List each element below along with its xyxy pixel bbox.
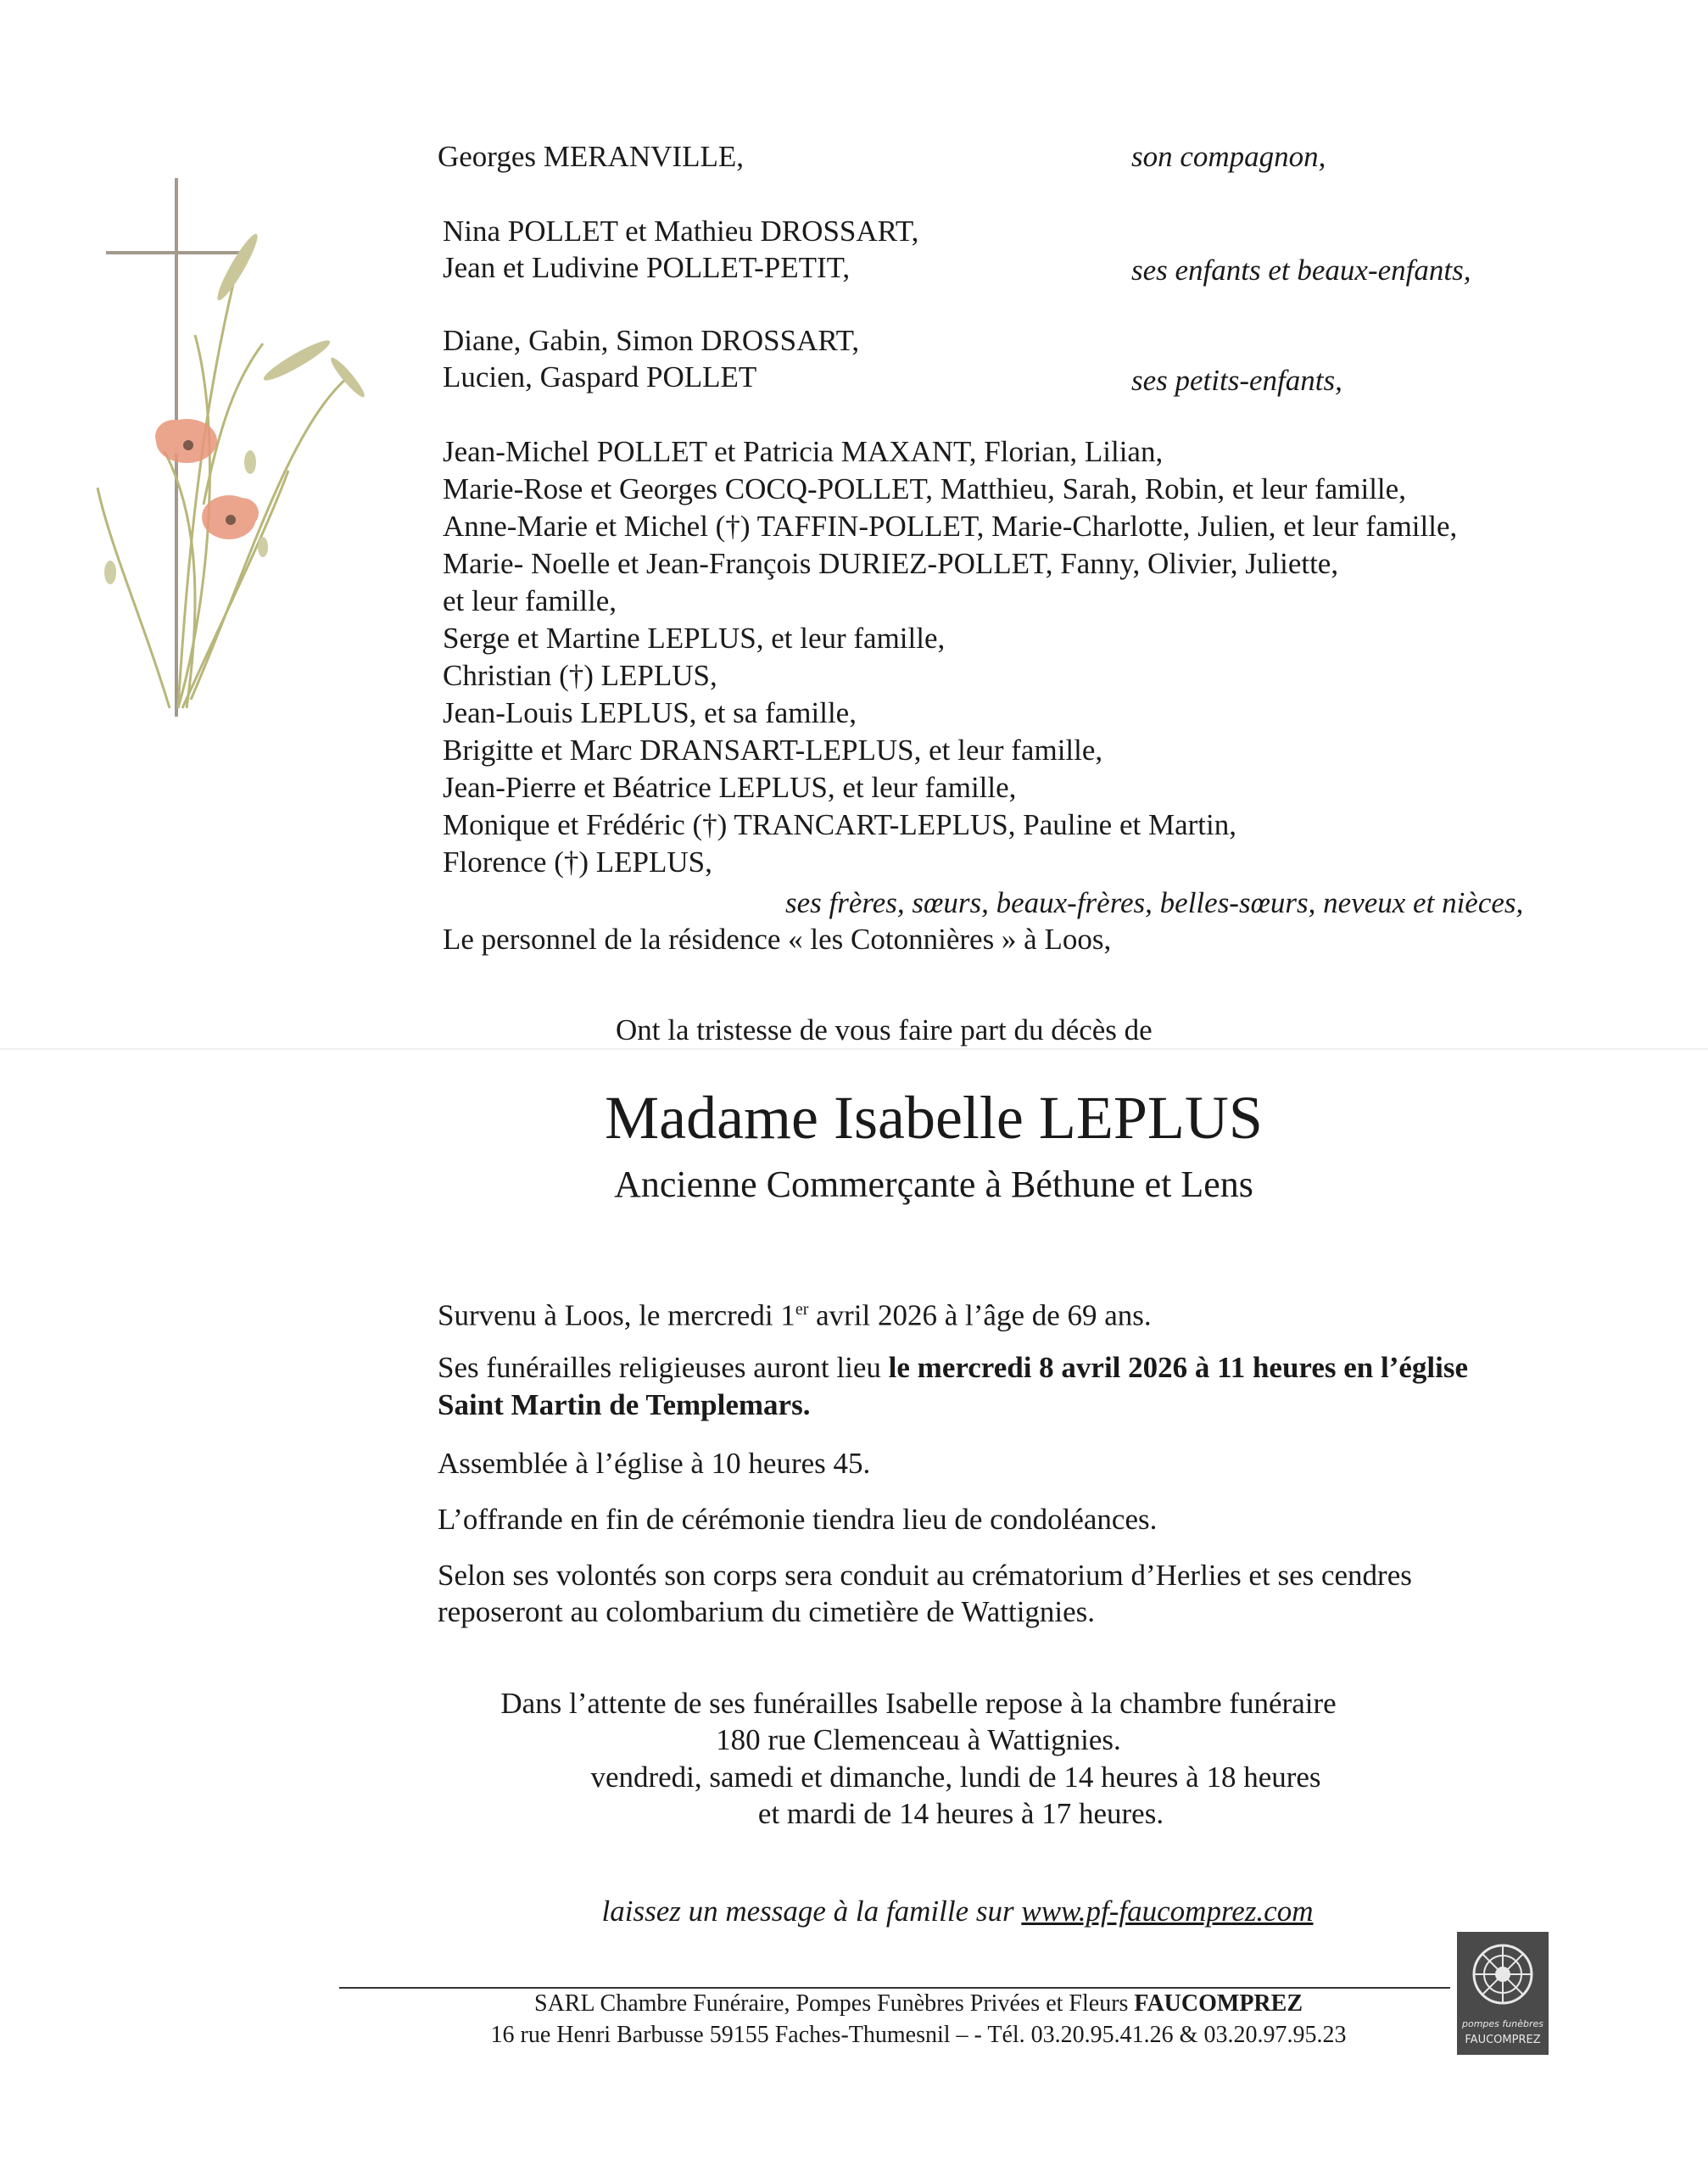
deceased-occupation: Ancienne Commerçante à Béthune et Lens xyxy=(614,1164,1253,1205)
grandchild-name: Lucien, Gaspard POLLET xyxy=(443,360,757,393)
sibling-line: Marie-Rose et Georges COCQ-POLLET, Matthieu, Sarah, Robin, et leur famille, xyxy=(443,472,1406,505)
message-line xyxy=(103,1894,1708,1929)
message-prefix: laissez un message à la famille sur xyxy=(601,1895,1022,1928)
sibling-line: Monique et Frédéric (†) TRANCART-LEPLUS, Pauline et Martin, xyxy=(443,808,1236,841)
wishes-line: Selon ses volontés son corps sera conduit au crématorium d’Herlies et ses cendres xyxy=(438,1559,1412,1592)
poppy-flower-icon xyxy=(155,419,217,463)
death-date-prefix: Survenu à Loos, le mercredi 1 xyxy=(438,1298,795,1332)
footer-company-name: FAUCOMPREZ xyxy=(1134,1990,1303,2017)
offering-line: L’offrande en fin de cérémonie tiendra lieu de condoléances. xyxy=(438,1503,1158,1536)
child-name: Nina POLLET et Mathieu DROSSART, xyxy=(443,215,919,248)
children-relation: ses enfants et beaux-enfants, xyxy=(1131,254,1471,287)
sibling-line: Brigitte et Marc DRANSART-LEPLUS, et leur famille, xyxy=(443,734,1103,767)
child-name: Jean et Ludivine POLLET-PETIT, xyxy=(443,251,851,284)
footer-address: 16 rue Henri Barbusse 59155 Faches-Thumesnil – - Tél. 03.20.95.41.26 & 03.20.97.95.23 xyxy=(490,2022,1347,2048)
sibling-line: Jean-Michel POLLET et Patricia MAXANT, Florian, Lilian, xyxy=(443,435,1164,468)
company-logo xyxy=(1457,1932,1549,2055)
poppy-flower-icon xyxy=(202,495,259,539)
siblings-relation: ses frères, sœurs, beaux-frères, belles-sœurs, neveux et nièces, xyxy=(785,886,1524,919)
rosette-icon xyxy=(1457,1932,1549,2017)
grandchild-name: Diane, Gabin, Simon DROSSART, xyxy=(443,324,860,357)
sibling-line: Florence (†) LEPLUS, xyxy=(443,846,712,879)
visitation-address: 180 rue Clemenceau à Wattignies. xyxy=(716,1723,1121,1756)
death-date-line xyxy=(438,1292,1152,1334)
wishes-line: reposeront au colombarium du cimetière de Wattignies. xyxy=(438,1595,1096,1628)
logo-name: FAUCOMPREZ xyxy=(1465,2034,1541,2046)
staff-line: Le personnel de la résidence « les Cotonnières » à Loos, xyxy=(443,923,1112,956)
deceased-name: Madame Isabelle LEPLUS xyxy=(605,1084,1263,1152)
fold-line xyxy=(0,1048,1708,1050)
sibling-line: Christian (†) LEPLUS, xyxy=(443,659,717,692)
sibling-line: Jean-Pierre et Béatrice LEPLUS, et leur famille, xyxy=(443,771,1017,804)
sibling-line: Marie- Noelle et Jean-François DURIEZ-POLLET, Fanny, Olivier, Juliette, xyxy=(443,547,1339,580)
assembly-line: Assemblée à l’église à 10 heures 45. xyxy=(438,1447,871,1480)
grandchildren-relation: ses petits-enfants, xyxy=(1131,364,1342,397)
website-link[interactable]: www.pf-faucomprez.com xyxy=(1021,1895,1314,1928)
footer-company-prefix: SARL Chambre Funéraire, Pompes Funèbres Privées et Fleurs xyxy=(534,1990,1135,2017)
visitation-line: Dans l’attente de ses funérailles Isabelle repose à la chambre funéraire xyxy=(500,1687,1337,1720)
sibling-line: Jean-Louis LEPLUS, et sa famille, xyxy=(443,696,857,729)
logo-tagline: pompes funèbres xyxy=(1462,2018,1543,2029)
sibling-line: Serge et Martine LEPLUS, et leur famille, xyxy=(443,622,946,655)
sibling-line: Anne-Marie et Michel (†) TAFFIN-POLLET, Marie-Charlotte, Julien, et leur famille, xyxy=(443,510,1458,543)
visitation-hours: vendredi, samedi et dimanche, lundi de 14 heures à 18 heures xyxy=(590,1761,1321,1794)
funeral-church: Saint Martin de Templemars. xyxy=(438,1388,811,1421)
visitation-hours: et mardi de 14 heures à 17 heures. xyxy=(757,1797,1164,1830)
companion-relation: son compagnon, xyxy=(1131,140,1326,173)
sibling-line: et leur famille, xyxy=(443,584,617,617)
funeral-line xyxy=(438,1350,1468,1386)
funeral-date: le mercredi 8 avril 2026 à 11 heures en l’église xyxy=(888,1351,1469,1384)
cross-poppies-illustration xyxy=(93,148,449,742)
wheat-ear-icon xyxy=(213,231,368,400)
footer-divider xyxy=(339,1987,1450,1989)
companion-name: Georges MERANVILLE, xyxy=(438,140,744,173)
ordinal-suffix: er xyxy=(795,1300,809,1319)
funeral-prefix: Ses funérailles religieuses auront lieu xyxy=(438,1351,889,1384)
announcement-intro: Ont la tristesse de vous faire part du décès de xyxy=(616,1013,1153,1046)
death-date-suffix: avril 2026 à l’âge de 69 ans. xyxy=(808,1298,1152,1332)
